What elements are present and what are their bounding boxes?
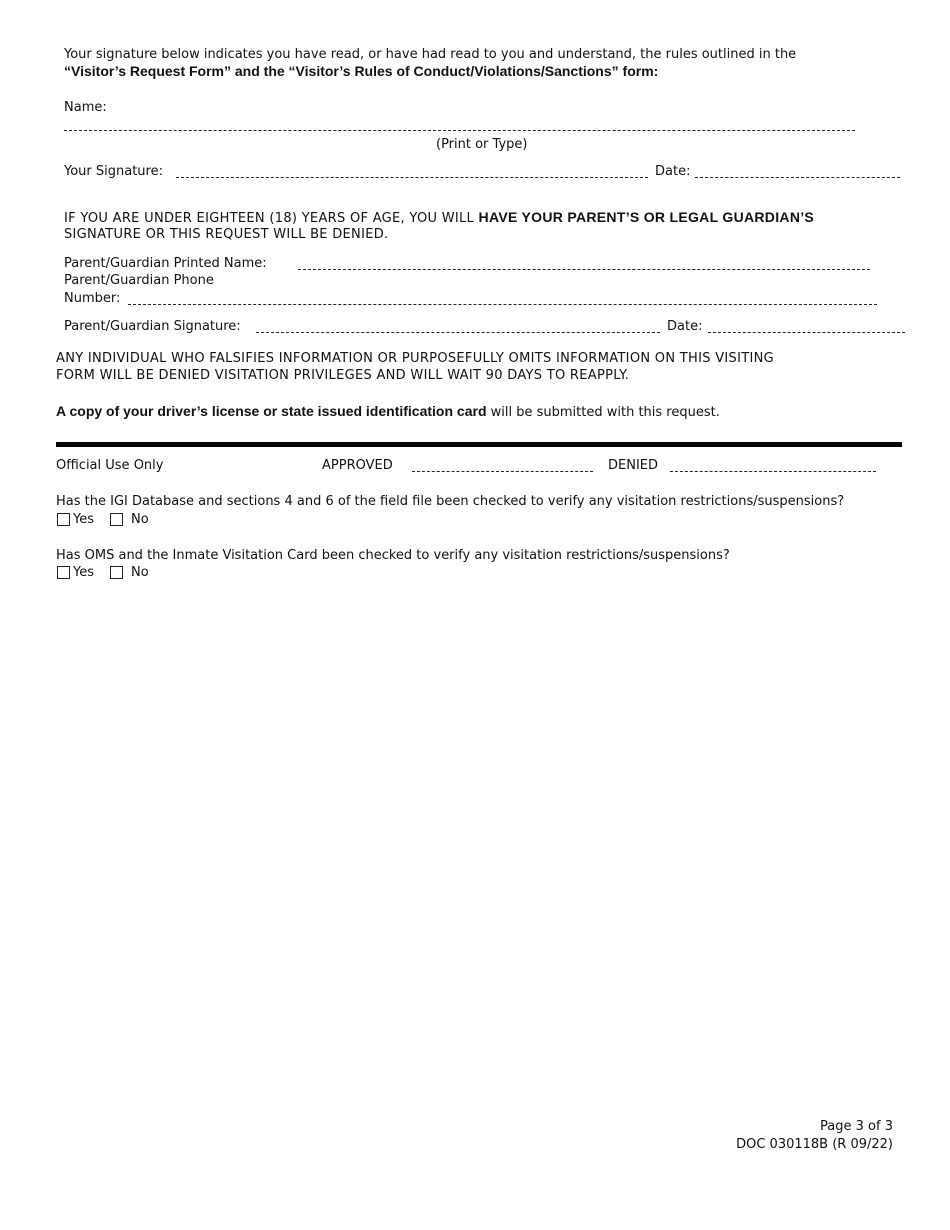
minor-notice-bold: HAVE YOUR PARENT’S OR LEGAL GUARDIAN’S — [478, 209, 815, 225]
signature-field[interactable] — [176, 177, 648, 178]
guardian-name-field[interactable] — [298, 269, 870, 270]
signature-label: Your Signature: — [64, 164, 163, 179]
question-1-yes-checkbox[interactable] — [57, 513, 70, 526]
question-2-no-label: No — [131, 565, 149, 580]
date-label: Date: — [655, 164, 691, 179]
minor-notice-line-2: SIGNATURE OR THIS REQUEST WILL BE DENIED. — [64, 227, 389, 242]
guardian-name-label: Parent/Guardian Printed Name: — [64, 256, 267, 271]
question-2: Has OMS and the Inmate Visitation Card been checked to verify any visitation restrictions/suspensions? — [56, 548, 730, 563]
intro-line-1: Your signature below indicates you have read, or have had read to you and understand, the rules outlined in the — [64, 47, 797, 62]
approved-label: APPROVED — [322, 458, 393, 473]
question-1-no-checkbox[interactable] — [110, 513, 123, 526]
denied-field[interactable] — [670, 471, 876, 472]
question-2-yes-label: Yes — [73, 565, 94, 580]
guardian-phone-label-2: Number: — [64, 291, 121, 306]
guardian-signature-label: Parent/Guardian Signature: — [64, 319, 241, 334]
id-notice — [56, 403, 720, 421]
question-1-no-label: No — [131, 512, 149, 527]
warning-line-1: ANY INDIVIDUAL WHO FALSIFIES INFORMATION OR PURPOSEFULLY OMITS INFORMATION ON THIS VISITING — [56, 351, 775, 366]
warning-line-2: FORM WILL BE DENIED VISITATION PRIVILEGES AND WILL WAIT 90 DAYS TO REAPPLY. — [56, 368, 630, 383]
id-notice-bold: A copy of your driver’s license or state issued identification card — [56, 403, 487, 419]
guardian-date-label: Date: — [667, 319, 703, 334]
official-use-label: Official Use Only — [56, 458, 164, 473]
page-number: Page 3 of 3 — [820, 1119, 893, 1134]
question-2-no-checkbox[interactable] — [110, 566, 123, 579]
name-label: Name: — [64, 100, 107, 115]
intro-line-2: “Visitor’s Request Form” and the “Visitor’s Rules of Conduct/Violations/Sanctions” form: — [64, 63, 659, 79]
section-divider — [56, 442, 902, 447]
approved-field[interactable] — [412, 471, 593, 472]
guardian-phone-label-1: Parent/Guardian Phone — [64, 273, 214, 288]
minor-notice-line-1 — [64, 209, 814, 227]
name-field[interactable] — [64, 130, 855, 131]
guardian-date-field[interactable] — [708, 332, 905, 333]
denied-label: DENIED — [608, 458, 659, 473]
doc-id: DOC 030118B (R 09/22) — [736, 1137, 893, 1152]
question-2-yes-checkbox[interactable] — [57, 566, 70, 579]
name-hint: (Print or Type) — [436, 137, 528, 152]
guardian-signature-field[interactable] — [256, 332, 660, 333]
guardian-phone-field[interactable] — [128, 304, 877, 305]
question-1: Has the IGI Database and sections 4 and 6 of the field file been checked to verify any visitation restrictions/suspensions? — [56, 494, 845, 509]
id-notice-plain: will be submitted with this request. — [490, 405, 720, 420]
question-1-yes-label: Yes — [73, 512, 94, 527]
minor-notice-plain: IF YOU ARE UNDER EIGHTEEN (18) YEARS OF AGE, YOU WILL — [64, 211, 475, 226]
date-field[interactable] — [695, 177, 900, 178]
